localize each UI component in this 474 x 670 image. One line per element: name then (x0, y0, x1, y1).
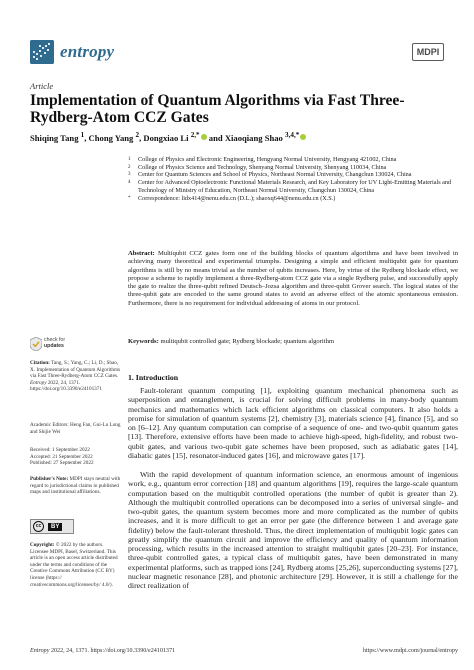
affiliation-item: 1 College of Physics and Electronic Engineering, Hengyang Normal University, Hengyang 421002, China (128, 156, 397, 163)
dates-block (30, 447, 122, 467)
publisher-note (30, 476, 122, 496)
journal-name: entropy (60, 42, 115, 61)
author-name[interactable]: Chong Yang (88, 132, 134, 143)
copyright-text: © 2022 by the authors. Licensee MDPI, Basel, Switzerland. This article is an open access article distributed under the terms and conditions of the Creative Commons Attribution (CC BY) license (https:// creativecommons.org/licenses/by/ 4.0/). (30, 542, 118, 588)
keywords-label: Keywords: (128, 338, 159, 345)
by-icon: BY (48, 523, 62, 531)
accepted-date: Accepted: 21 September 2022 (30, 453, 93, 460)
affiliations (128, 156, 458, 202)
publisher-note-text: MDPI stays neutral with regard to jurisdictional claims in published maps and institutional affiliations. (30, 476, 121, 496)
orcid-icon[interactable] (201, 134, 207, 140)
author-list: Shiqing Tang $^1$, Chong Yang $^2$, Dongxiao Li $^{2,*}$ and Xiaoqiang Shao $^{3,4,*}$ (30, 131, 460, 143)
check-for-updates-icon[interactable] (30, 337, 42, 351)
author-affil-mark: 1 (80, 131, 85, 139)
body-paragraph: Fault-tolerant quantum computing [1], exploiting quantum mechanical phenomena such as superposition and entanglement, is crucial for solving difficult problems in many-body quantum mechanics and mathematics which lack efficient algorithms on classical computers. It also holds a promise for simulation of quantum systems [2], chemistry [3], materials science [4], finance [5], and so on [6–12]. Any quantum computation can comprise of a sequence of one- and two-qubit quantum gates [13]. Therefore, extensive efforts have been made to achieve high-speed, high-fidelity, and robust two-qubit gates, and various two-qubit gate schemes have been proposed, such as adiabatic gates [14], diabatic gates [15], resonator-induced gates [16], and microwave gates [17]. (128, 386, 458, 460)
author-name[interactable]: Xiaoqiang Shao (224, 132, 283, 143)
section-heading: 1. Introduction (128, 373, 179, 382)
citation-text: Tang, S.; Yang, C.; Li, D.; Shao, X. Implementation of Quantum Algorithms via Fast Three-Rydberg-Atom CCZ Gates. (30, 360, 121, 380)
author-name[interactable]: Dongxiao Li (143, 132, 189, 143)
academic-editors: Academic Editors: Heng Fan, Gui-Lu Long and Shijie Wei (30, 422, 121, 435)
author-affil-mark: 2,* (190, 131, 200, 139)
abstract (128, 250, 458, 308)
copyright-label: Copyright: (30, 542, 55, 548)
footer-citation (30, 648, 175, 654)
published-date: Published: 27 September 2022 (30, 460, 94, 467)
abstract-label: Abstract: (128, 250, 155, 257)
creative-commons-icon: cc (33, 521, 44, 532)
citation-journal: Entropy (30, 379, 47, 386)
body-paragraph: With the rapid development of quantum information science, an enormous amount of ingenious work, e.g., quantum error correction [18] and quantum algorithms [19], requires the large-scale quantum computation based on the multiqubit controlled operations (the number of qubit is greater than 2). Although the multiqubit controlled operations can be decomposed into a series of universal single- and two-qubit gates, the quantum system becomes more and more complicated as the number of qubits increases, and it is more difficult to get an error per gate (the difference between 1 and average gate fidelity) below the fault-tolerant threshold. Thus, the direct implementation of multiqubit logic gates can greatly simplify the quantum circuit and improve the efficiency and quality of quantum information processing, which results in the increased attention to straight multiqubit gates [20–23]. For instance, three-qubit controlled gates, a typical class of multiqubit gates, have been demonstrated in many experimental platforms, such as trapped ions [24], Rydberg atoms [25,26], superconducting systems [27], nuclear magnetic resonance [28], and photonic architecture [29]. However, it is still a challenge for the direct realization of (128, 470, 458, 590)
copyright-block (30, 542, 122, 588)
publisher-note-label: Publisher's Note: (30, 476, 69, 482)
article-title: Implementation of Quantum Algorithms via Fast Three-Rydberg-Atom CCZ Gates (30, 92, 405, 126)
entropy-logo-icon (30, 40, 54, 64)
orcid-icon[interactable] (300, 134, 306, 140)
footer-journal-url[interactable]: https://www.mdpi.com/journal/entropy (362, 648, 458, 654)
correspondence: * Correspondence: lidx414@nenu.edu.cn (D.L.); shaoxq644@nenu.edu.cn (X.S.) (128, 194, 336, 202)
author-conjunction: and (208, 132, 223, 143)
article-type: Article (30, 81, 54, 91)
affiliation-item: 3 Center for Quantum Sciences and School of Physics, Northeast Normal University, Changchun 130024, China (128, 171, 412, 179)
keywords (128, 338, 458, 346)
citation-doi[interactable]: 2022, 24, 1371. https://doi.org/10.3390/e24101371 (30, 379, 102, 393)
publisher-logo: MDPI (412, 43, 444, 61)
footer-doi[interactable]: 2022, 24, 1371. https://doi.org/10.3390/e24101371 (50, 648, 176, 654)
footer-journal: Entropy (30, 648, 50, 654)
keywords-text: multiqubit controlled gate; Rydberg blockade; quantum algorithm (160, 338, 335, 345)
abstract-text: Multiqubit CCZ gates form one of the building blocks of quantum algorithms and have been involved in achieving many theoretical and experimental triumphs. Designing a simple and efficient multiqubit gate for quantum algorithms is still by no means trivial as the number of qubits increases. Here, by virtue of the Rydberg blockade effect, we propose a scheme to rapidly implement a three-Rydberg-atom CCZ gate via a single Rydberg pulse, and successfully apply the gate to realize the three-qubit refined Deutsch–Jozsa algorithm and three-qubit Grover search. The logical states of the three-qubit gate are encoded to the same ground states to avoid an adverse effect of the atomic spontaneous emission. Furthermore, there is no requirement for individual addressing of atoms in our protocol. (128, 250, 458, 307)
affiliation-item: 4 Center for Advanced Optoelectronic Functional Materials Research, and Key Laboratory for UV Light-Emitting Materials and Technology of Ministry of Education, Northeast Normal University, Changchun 130024, China (128, 179, 452, 194)
author-affil-mark: 2 (135, 131, 140, 139)
citation-label: Citation: (30, 360, 50, 366)
author-name[interactable]: Shiqing Tang (30, 132, 79, 143)
affiliation-item: 2 College of Physics Science and Technology, Shenyang Normal University, Shenyang 110034, China (128, 163, 387, 171)
cc-by-license-badge[interactable] (30, 519, 74, 534)
author-affil-mark: 3,4,* (285, 131, 300, 139)
check-for-updates-button[interactable]: check for updates (44, 337, 66, 349)
received-date: Received: 1 September 2022 (30, 447, 90, 453)
citation-block (30, 360, 122, 393)
